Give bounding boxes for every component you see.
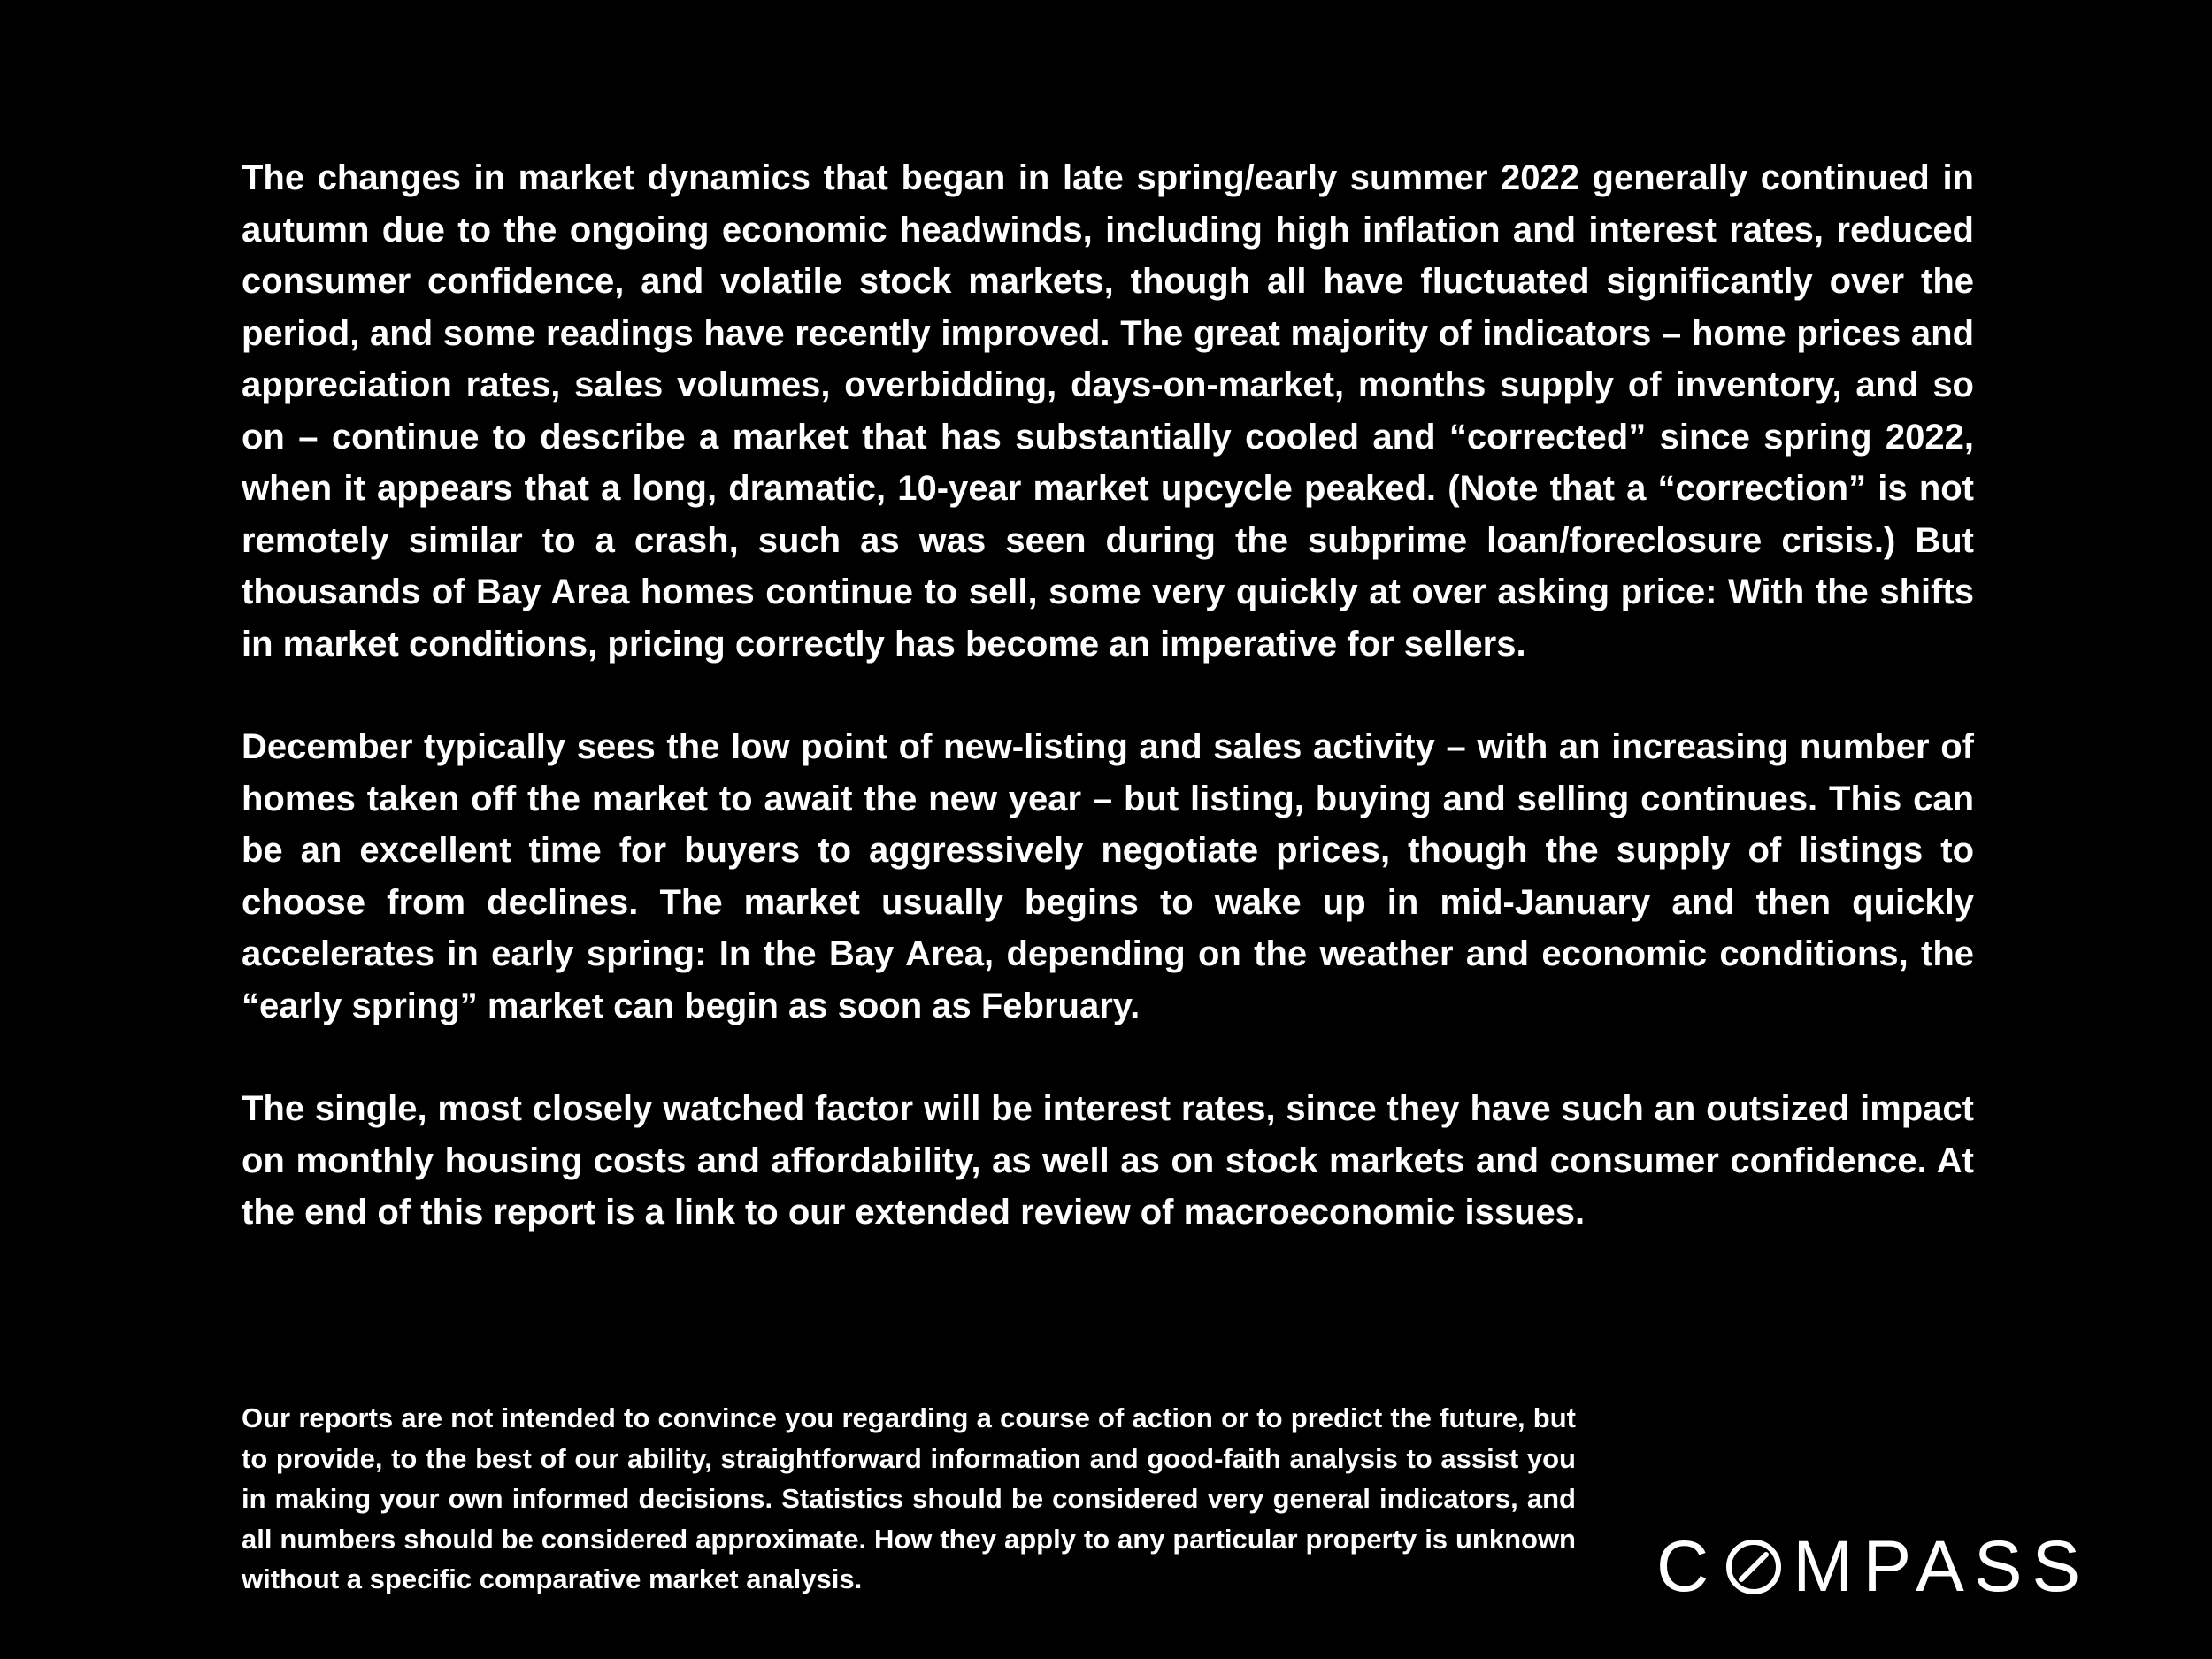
paragraph-december-activity: December typically sees the low point of new-listing and sales activity – with an increasing number of homes taken off the market to await the new year – but listing, buying and selling continues. This can be an excellent time for buyers to aggressively negotiate prices, though the supply of listings to choose from declines. The market usually begins to wake up in mid-January and then quickly accelerates in early spring: In the Bay Area, depending on the weather and economic conditions, the “early spring” market can begin as soon as February.: [242, 727, 1974, 1025]
paragraph-market-dynamics: The changes in market dynamics that began in late spring/early summer 2022 generally continued in autumn due to the ongoing economic headwinds, including high inflation and interest rates, reduced consumer confidence, and volatile stock markets, though all have fluctuated significantly over the period, and some readings have recently improved. The great majority of indicators – home prices and appreciation rates, sales volumes, overbidding, days-on-market, months supply of inventory, and so on – continue to describe a market that has substantially cooled and “corrected” since spring 2022, when it appears that a long, dramatic, 10-year market upcycle peaked. (Note that a “correction” is not remotely similar to a crash, such as was seen during the subprime loan/foreclosure crisis.) But thousands of Bay Area homes continue to sell, some very quickly at over asking price: With the shifts in market conditions, pricing correctly has become an imperative for sellers.: [242, 158, 1974, 664]
compass-logo: [1656, 1526, 2091, 1607]
market-commentary: [242, 152, 1974, 1290]
disclaimer-text: Our reports are not intended to convince you regarding a course of action or to predict the future, but to provide, to the best of our ability, straightforward information and good-faith analysis to assist you in making your own informed decisions. Statistics should be considered very general indicators, and all numbers should be considered approximate. How they apply to any particular property is unknown without a specific comparative market analysis.: [242, 1402, 1576, 1594]
logo-text-suffix: MPASS: [1793, 1526, 2091, 1607]
logo-text-prefix: C: [1656, 1526, 1719, 1607]
paragraph-interest-rates: The single, most closely watched factor will be interest rates, since they have such an outsized impact on monthly housing costs and affordability, as well as on stock markets and consumer confidence. At the end of this report is a link to our extended review of macroeconomic issues.: [242, 1089, 1974, 1232]
compass-o-icon: [1724, 1537, 1784, 1597]
